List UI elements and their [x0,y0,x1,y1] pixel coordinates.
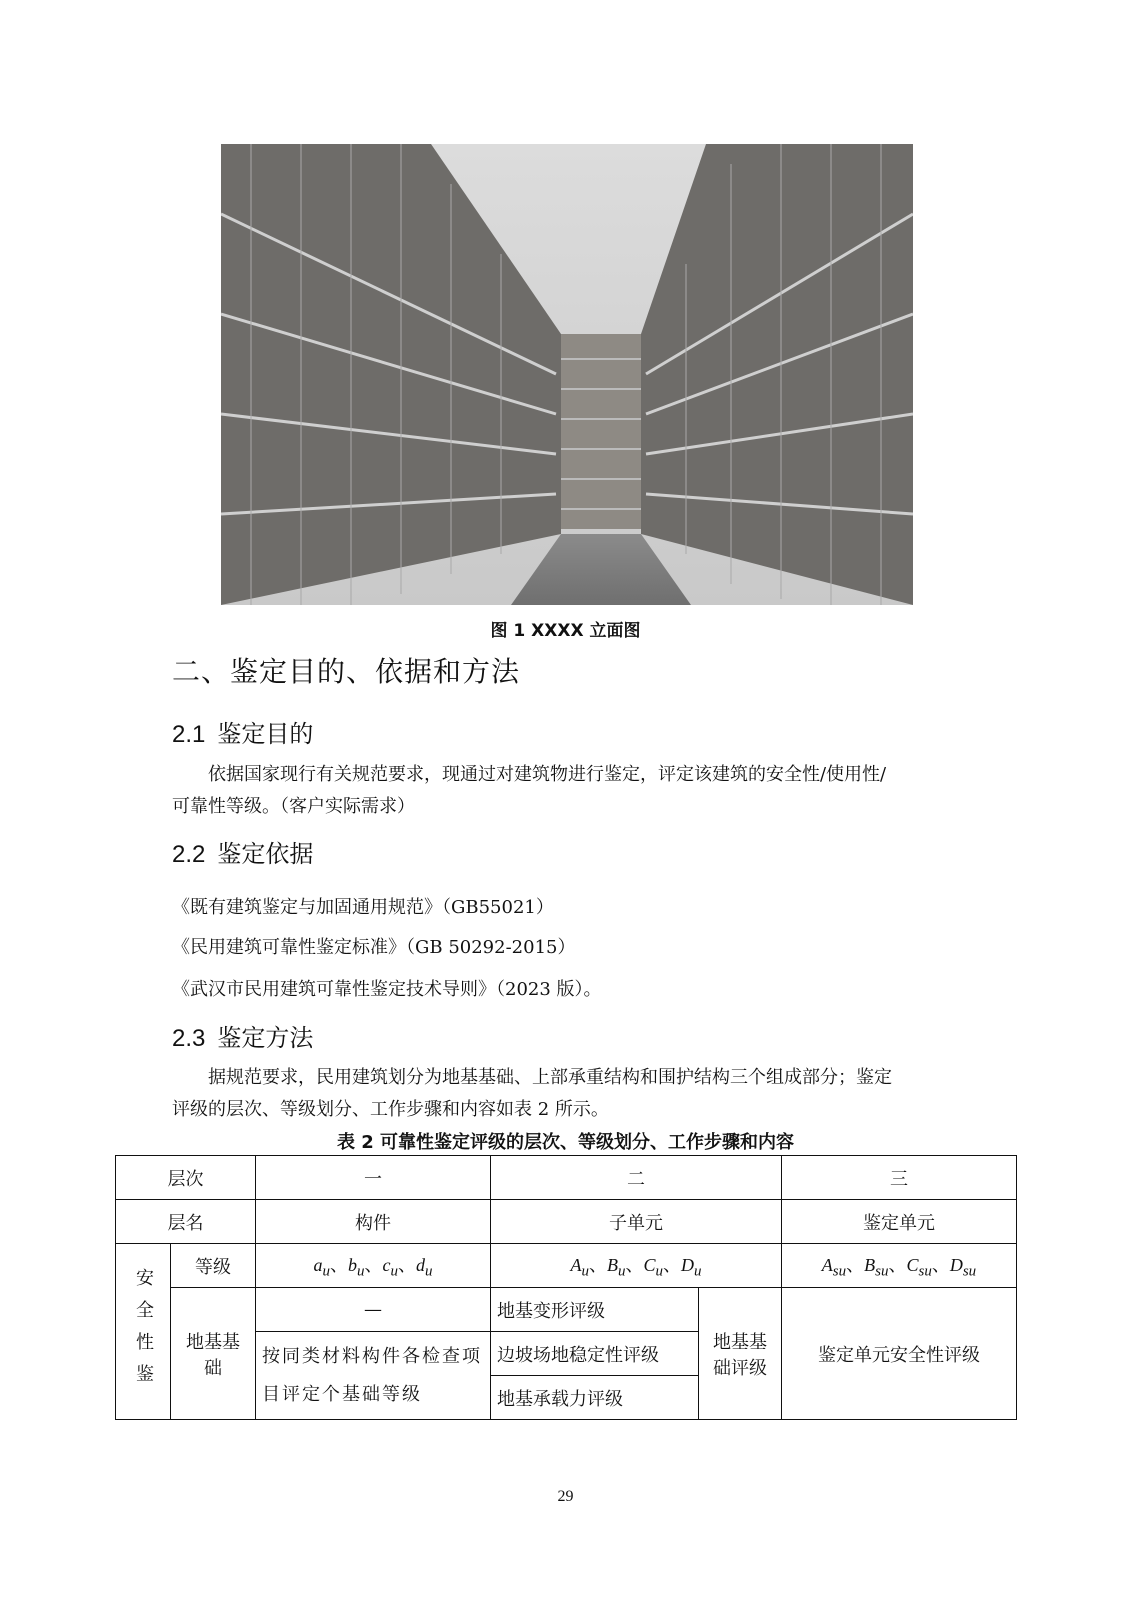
heading-text: 鉴定方法 [217,1024,314,1052]
grade-letter: b [348,1254,357,1275]
reference-item: 《武汉市民用建筑可靠性鉴定技术导则》（2023 版）。 [172,979,602,1000]
heading-2-3 [172,1018,313,1053]
section-title: 二、鉴定目的、依据和方法 [172,655,521,688]
table-cell: 三 [782,1156,1017,1200]
grade-subscript: u [425,1263,433,1280]
foundation-label-cell: 地基基础 [171,1288,256,1420]
grade-letter: D [681,1254,694,1275]
table-row [116,1200,1017,1244]
grades-member-cell: $a_u$、$b_u$、$c_u$、$d_u$ [256,1244,491,1288]
grades-appraisal-cell: $A_{su}$、$B_{su}$、$C_{su}$、$D_{su}$ [782,1244,1017,1288]
grade-subscript: su [875,1263,889,1280]
figure-caption: 图 1 XXXX 立面图 [490,621,641,641]
table-cell: — [256,1288,491,1332]
grade-subscript: u [357,1263,365,1280]
table-row [116,1288,1017,1332]
grade-letter: D [949,1254,963,1275]
grade-subscript: u [617,1263,626,1280]
table-cell: 鉴定单元 [782,1200,1017,1244]
page-number: 29 [557,1488,574,1505]
table-cell: 边坡场地稳定性评级 [491,1332,699,1376]
grade-letter: C [906,1254,919,1275]
grade-letter: c [382,1254,391,1275]
grade-letter: A [570,1254,582,1275]
heading-text: 鉴定目的 [217,720,314,748]
grade-letter: A [821,1254,833,1275]
table-header-cell: 层名 [116,1200,256,1244]
grade-letter: B [864,1254,876,1275]
table-cell: 等级 [171,1244,256,1288]
table-row [116,1156,1017,1200]
table-cell: 二 [491,1156,782,1200]
grade-subscript: su [832,1263,847,1280]
member-method-cell: 按同类材料构件各检查项目评定个基础等级 [256,1332,491,1420]
grade-letter: d [416,1254,425,1275]
grade-letter: B [606,1254,618,1275]
table-caption: 表 2 可靠性鉴定评级的层次、等级划分、工作步骤和内容 [336,1132,795,1153]
reference-item: 《民用建筑可靠性鉴定标准》（GB 50292-2015） [172,937,576,958]
heading-2-1 [172,714,313,749]
rating-table [115,1155,1017,1420]
paragraph-line: 可靠性等级。（客户实际需求） [172,796,415,817]
grade-subscript: su [962,1263,977,1280]
grade-letter: a [313,1254,323,1275]
paragraph-line: 依据国家现行有关规范要求，现通过对建筑物进行鉴定，评定该建筑的安全性/使用性/ [208,764,887,785]
table-cell: 地基变形评级 [491,1288,699,1332]
safety-label-cell: 安全性鉴 [116,1244,171,1420]
heading-number: 2.2 [172,841,206,868]
foundation-rating-cell: 地基基础评级 [699,1288,782,1420]
grade-subscript: u [694,1263,702,1280]
paragraph-purpose [172,759,962,823]
grade-subscript: u [390,1263,398,1280]
paragraph-line: 据规范要求，民用建筑划分为地基基础、上部承重结构和围护结构三个组成部分；鉴定 [208,1067,892,1088]
paragraph-line: 评级的层次、等级划分、工作步骤和内容如表 2 所示。 [172,1099,609,1120]
building-courtyard-photo-icon [221,144,913,605]
grade-letter: C [643,1254,656,1275]
heading-2-2 [172,834,313,869]
building-photo [221,144,913,605]
table-header-cell: 层次 [116,1156,256,1200]
grade-subscript: su [918,1263,932,1280]
table-cell: 构件 [256,1200,491,1244]
grades-unit-cell: $A_u$、$B_u$、$C_u$、$D_u$ [491,1244,782,1288]
table-cell: 子单元 [491,1200,782,1244]
reference-item: 《既有建筑鉴定与加固通用规范》（GB55021） [172,897,554,918]
grade-subscript: u [581,1263,589,1280]
table-cell: 一 [256,1156,491,1200]
heading-number: 2.1 [172,721,206,748]
heading-text: 鉴定依据 [217,840,314,868]
appraisal-rating-cell: 鉴定单元安全性评级 [782,1288,1017,1420]
heading-number: 2.3 [172,1025,206,1052]
grade-subscript: u [322,1263,330,1280]
paragraph-method [172,1062,962,1126]
table-row [116,1244,1017,1288]
grade-subscript: u [655,1263,663,1280]
table-cell: 地基承载力评级 [491,1376,699,1420]
